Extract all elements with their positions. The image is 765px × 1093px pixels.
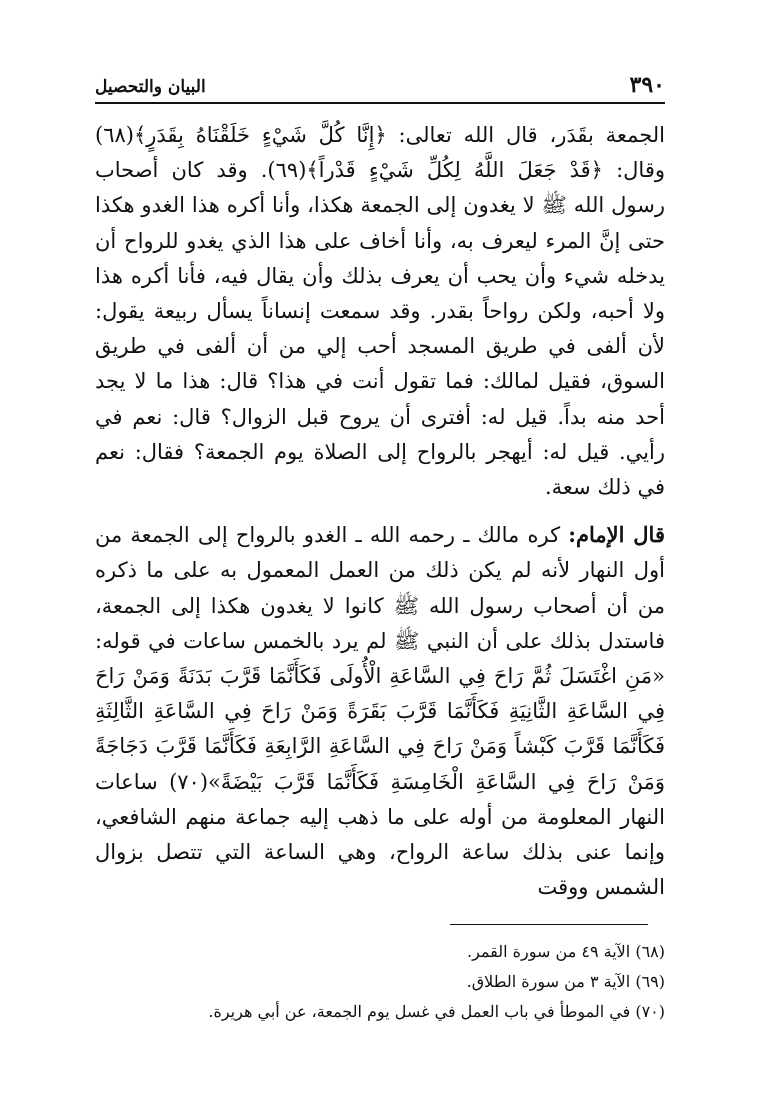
page-number: ٣٩٠ bbox=[629, 72, 665, 98]
footnote-divider bbox=[450, 924, 648, 925]
paragraph-1 bbox=[95, 118, 665, 505]
paragraph-2-text: كره مالك ـ رحمه الله ـ الغدو بالرواح إلى الجمعة من أول النهار لأنه لم يكن ذلك من العمل المعمول به على ما ذكره من أن أصحاب رسول الله ﷺ كانوا لا يغدون هكذا إلى الجمعة، فاستدل بذلك على أن النبي ﷺ لم يرد بالخمس ساعات في قوله: «مَنِ اغْتَسَلَ ثُمَّ رَاحَ فِي السَّاعَةِ الْأُولَى فَكَأَنَّمَا قَرَّبَ بَدَنَةً وَمَنْ رَاحَ فِي السَّاعَةِ الثَّانِيَةِ فَكَأَنَّمَا قَرَّبَ بَقَرَةً وَمَنْ رَاحَ فِي السَّاعَةِ الثَّالِثَةِ فَكَأَنَّمَا قَرَّبَ كَبْشاً وَمَنْ رَاحَ فِي السَّاعَةِ الرَّابِعَةِ فَكَأَنَّمَا قَرَّبَ دَجَاجَةً وَمَنْ رَاحَ فِي السَّاعَةِ الْخَامِسَةِ فَكَأَنَّمَا قَرَّبَ بَيْضَةً»(٧٠) ساعات النهار المعلومة من أوله على ما ذهب إليه جماعة منهم الشافعي، وإنما عنى بذلك ساعة الرواح، وهي الساعة التي تتصل بزوال الشمس ووقت bbox=[95, 523, 665, 900]
running-head bbox=[95, 72, 665, 104]
footnote-68: (٦٨) الآية ٤٩ من سورة القمر. bbox=[466, 942, 665, 961]
footnote-69: (٦٩) الآية ٣ من سورة الطلاق. bbox=[466, 972, 665, 991]
main-text bbox=[95, 118, 665, 905]
paragraph-2-lead: قال الإمام: bbox=[568, 522, 665, 548]
paragraph-1-text: الجمعة بقَدَر، قال الله تعالى: ﴿إِنَّا كُلَّ شَيْءٍ خَلَقْنَاهُ بِقَدَرٍ﴾(٦٨) وقال: ﴿قَدْ جَعَلَ اللَّهُ لِكُلِّ شَيْءٍ قَدْراً﴾(٦٩). وقد كان أصحاب رسول الله ﷺ لا يغدون إلى الجمعة هكذا، وأنا أكره هذا الغدو هكذا حتى إنَّ المرء ليعرف به، وأنا أخاف على هذا الذي يغدو للرواح أن يدخله شيء وأن يحب أن يعرف بذلك وأن يقال فيه، فأنا أكره هذا ولا أحبه، ولكن رواحاً بقدر. وقد سمعت إنساناً يسأل ربيعة يقول: لأن ألفى في طريق المسجد أحب إلي من أن ألفى في طريق السوق، فقيل لمالك: فما تقول أنت في هذا؟ قال: هذا ما لا يجد أحد منه بداً. قيل له: أفترى أن يروح قبل الزوال؟ قال: نعم في رأيي. قيل له: أيهجر بالرواح إلى الصلاة يوم الجمعة؟ فقال: نعم في ذلك سعة. bbox=[95, 123, 665, 500]
footnote-70: (٧٠) في الموطأ في باب العمل في غسل يوم الجمعة، عن أبي هريرة. bbox=[208, 1002, 665, 1021]
footnotes bbox=[150, 937, 665, 1027]
running-title: البيان والتحصيل bbox=[95, 77, 206, 97]
paragraph-2 bbox=[95, 517, 665, 905]
